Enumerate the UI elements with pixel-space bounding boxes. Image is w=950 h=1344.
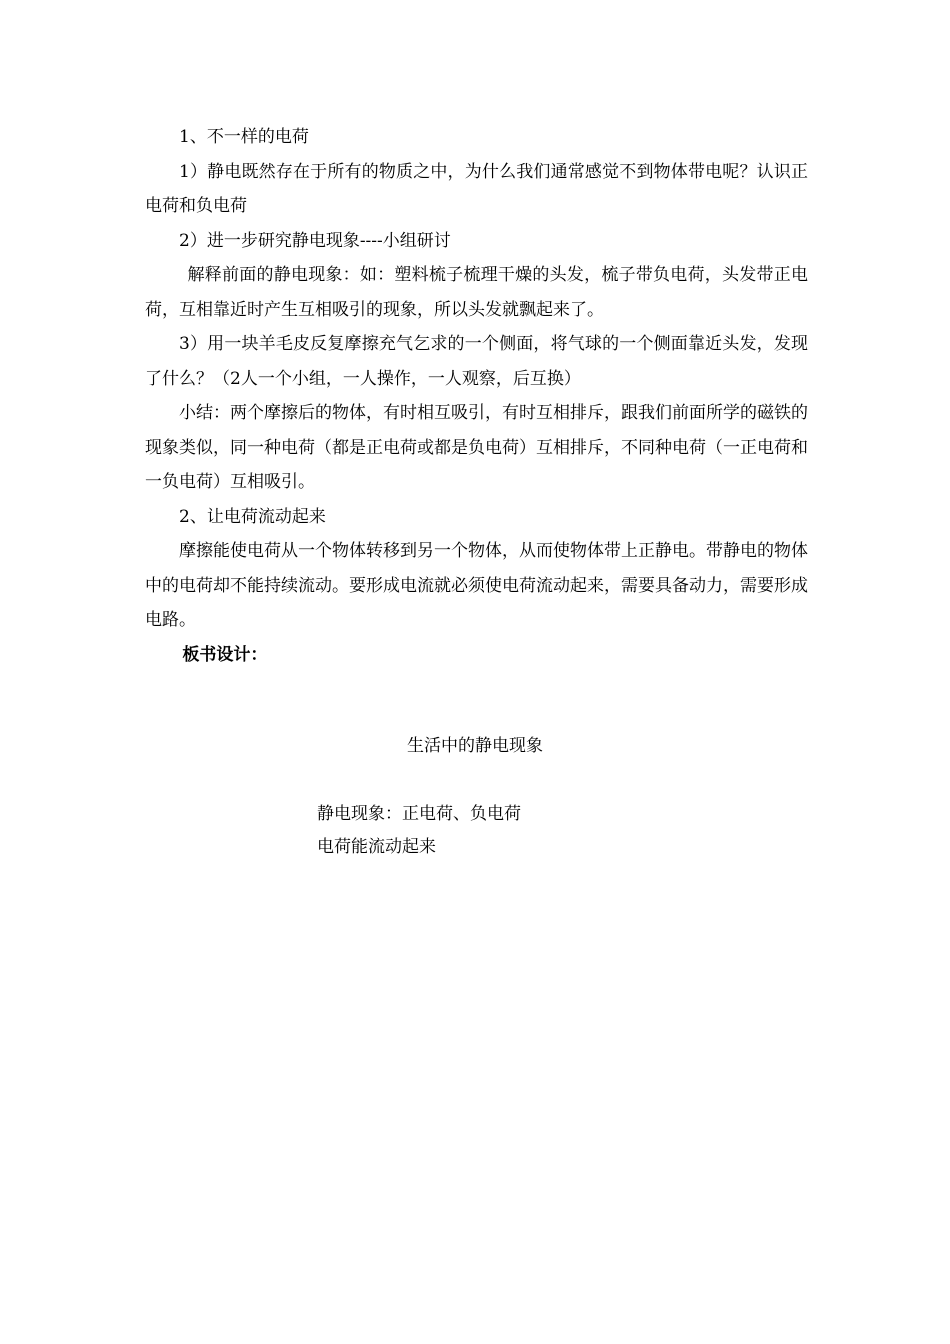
board-line-static-phenomena: 静电现象：正电荷、负电荷	[317, 804, 521, 824]
paragraph-explanation: 解释前面的静电现象：如：塑料梳子梳理干燥的头发，梳子带负电荷，头发带正电荷，互相靠近时产生互相吸引的现象，所以头发就飘起来了。	[145, 265, 808, 320]
paragraph-balloon-experiment: 3）用一块羊毛皮反复摩擦充气乞求的一个侧面，将气球的一个侧面靠近头发，发现了什么？（2人一个小组，一人操作，一人观察，后互换）	[145, 334, 808, 389]
section-heading-different-charges: 1、不一样的电荷	[179, 127, 309, 147]
section-heading-flowing-charges: 2、让电荷流动起来	[179, 506, 326, 527]
board-content	[317, 798, 521, 864]
lesson-body	[145, 120, 808, 672]
paragraph-summary: 小结：两个摩擦后的物体，有时相互吸引，有时互相排斥，跟我们前面所学的磁铁的现象类似，同一种电荷（都是正电荷或都是负电荷）互相排斥，不同种电荷（一正电荷和一负电荷）互相吸引。	[145, 403, 808, 492]
board-design-heading: 板书设计：	[182, 644, 268, 665]
board-line-charge-flow: 电荷能流动起来	[317, 837, 436, 857]
board-title: 生活中的静电现象	[407, 736, 543, 756]
paragraph-static-question: 1）静电既然存在于所有的物质之中，为什么我们通常感觉不到物体带电呢？认识正电荷和负电荷	[145, 161, 808, 216]
paragraph-current-flow: 摩擦能使电荷从一个物体转移到另一个物体，从而使物体带上正静电。带静电的物体中的电荷却不能持续流动。要形成电流就必须使电荷流动起来，需要具备动力，需要形成电路。	[145, 541, 808, 630]
paragraph-group-study: 2）进一步研究静电现象----小组研讨	[179, 230, 451, 251]
